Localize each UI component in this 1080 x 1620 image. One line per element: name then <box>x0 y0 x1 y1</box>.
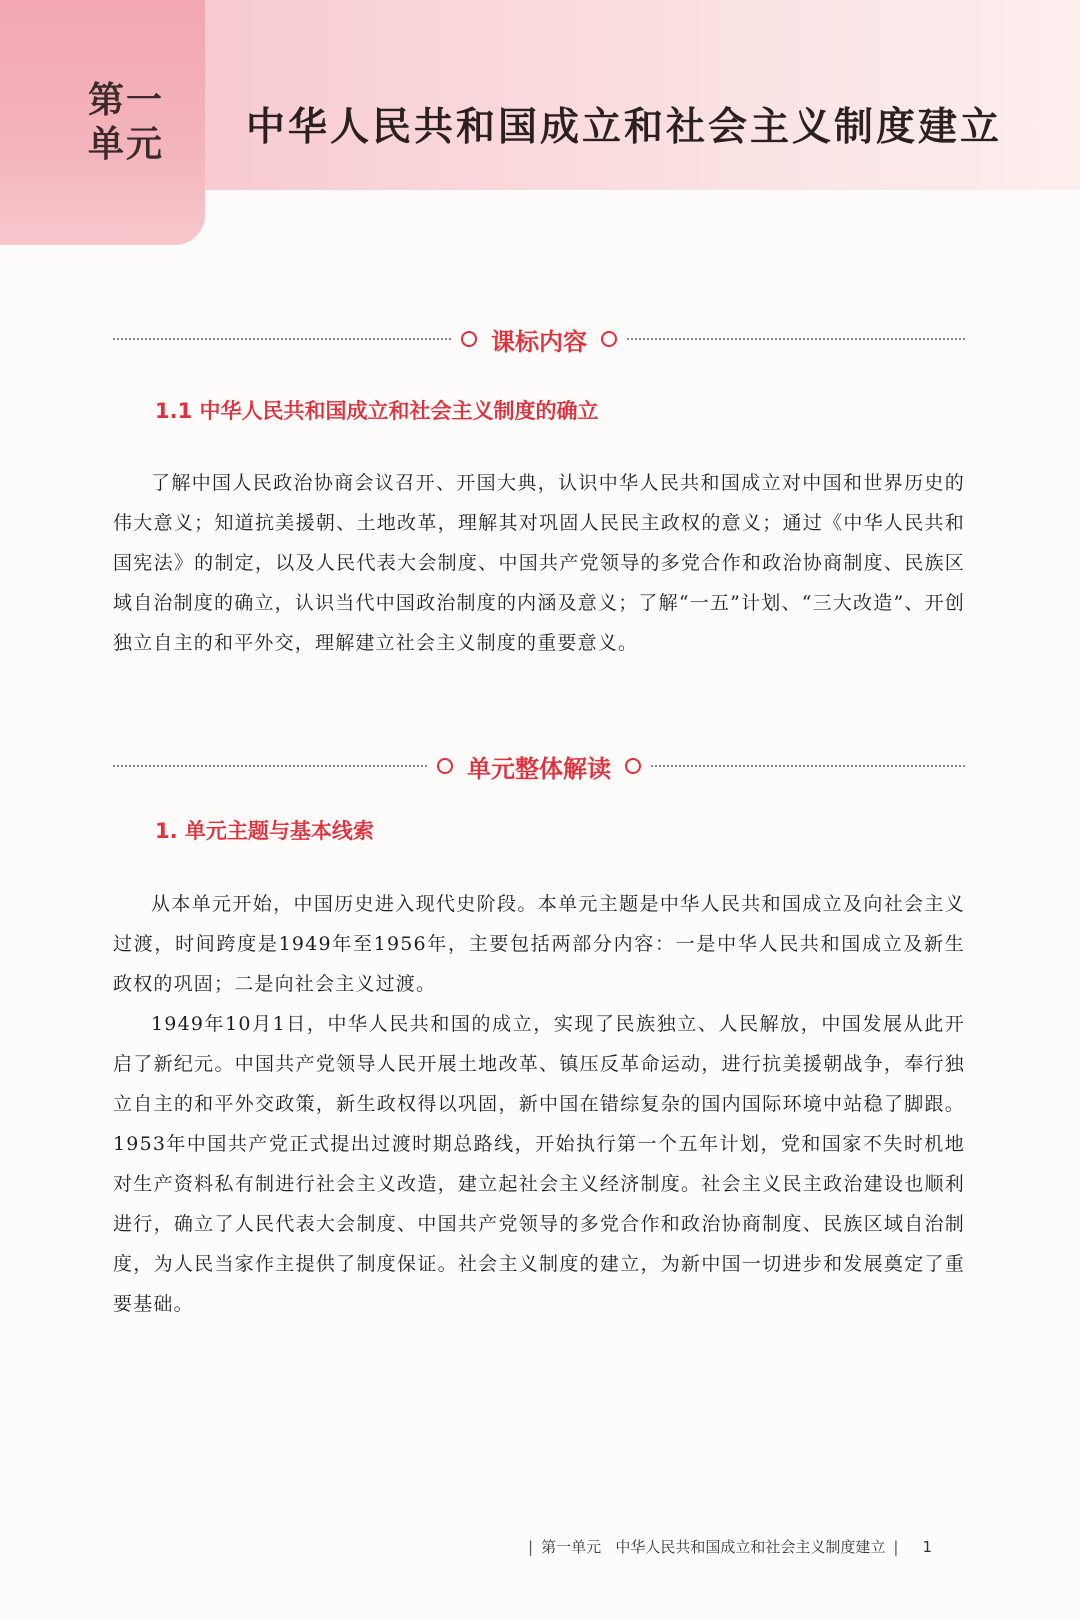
section-divider-curriculum <box>113 319 965 359</box>
divider-dots-right <box>651 765 965 767</box>
footer-separator: | <box>893 1538 899 1556</box>
page-footer <box>520 1536 1060 1557</box>
page-number: 1 <box>922 1538 933 1556</box>
unit-label-line1: 第一 <box>88 79 165 121</box>
curriculum-paragraph-block <box>113 463 965 663</box>
unit-label-line2: 单元 <box>88 123 165 165</box>
section-label-unit-interpretation: 单元整体解读 <box>467 754 611 783</box>
footer-unit: 第一单元 <box>541 1538 602 1556</box>
divider-dots-right <box>627 338 965 340</box>
unit-paragraph-block <box>113 884 965 1324</box>
subheading-1: 1. 单元主题与基本线索 <box>155 819 374 843</box>
divider-dots-left <box>113 338 451 340</box>
ring-icon <box>601 331 617 347</box>
curriculum-paragraph: 了解中国人民政治协商会议召开、开国大典，认识中华人民共和国成立对中国和世界历史的伟大意义；知道抗美援朝、土地改革，理解其对巩固人民民主政权的意义；通过《中华人民共和国宪法》的制定，以及人民代表大会制度、中国共产党领导的多党合作和政治协商制度、民族区域自治制度的确立，认识当代中国政治制度的内涵及意义；了解“一五”计划、“三大改造”、开创独立自主的和平外交，理解建立社会主义制度的重要意义。 <box>113 472 965 654</box>
footer-title: 中华人民共和国成立和社会主义制度建立 <box>615 1538 886 1556</box>
divider-dots-left <box>113 765 427 767</box>
page-title: 中华人民共和国成立和社会主义制度建立 <box>246 104 1003 150</box>
section-label-curriculum: 课标内容 <box>491 327 587 356</box>
ring-icon <box>625 758 641 774</box>
subheading-1-1: 1.1 中华人民共和国成立和社会主义制度的确立 <box>155 399 599 423</box>
divider-center <box>451 322 627 357</box>
section-divider-unit-interpretation <box>113 746 965 786</box>
divider-center <box>427 749 651 784</box>
ring-icon <box>461 331 477 347</box>
ring-icon <box>437 758 453 774</box>
unit-paragraph-2: 1949年10月1日，中华人民共和国的成立，实现了民族独立、人民解放，中国发展从此开启了新纪元。中国共产党领导人民开展土地改革、镇压反革命运动，进行抗美援朝战争，奉行独立自主的和平外交政策，新生政权得以巩固，新中国在错综复杂的国内国际环境中站稳了脚跟。1953年中国共产党正式提出过渡时期总路线，开始执行第一个五年计划，党和国家不失时机地对生产资料私有制进行社会主义改造，建立起社会主义经济制度。社会主义民主政治建设也顺利进行，确立了人民代表大会制度、中国共产党领导的多党合作和政治协商制度、民族区域自治制度，为人民当家作主提供了制度保证。社会主义制度的建立，为新中国一切进步和发展奠定了重要基础。 <box>113 1013 965 1315</box>
footer-separator: | <box>528 1538 534 1556</box>
unit-label <box>88 78 168 166</box>
unit-paragraph-1: 从本单元开始，中国历史进入现代史阶段。本单元主题是中华人民共和国成立及向社会主义过渡，时间跨度是1949年至1956年，主要包括两部分内容：一是中华人民共和国成立及新生政权的巩固；二是向社会主义过渡。 <box>113 893 965 995</box>
